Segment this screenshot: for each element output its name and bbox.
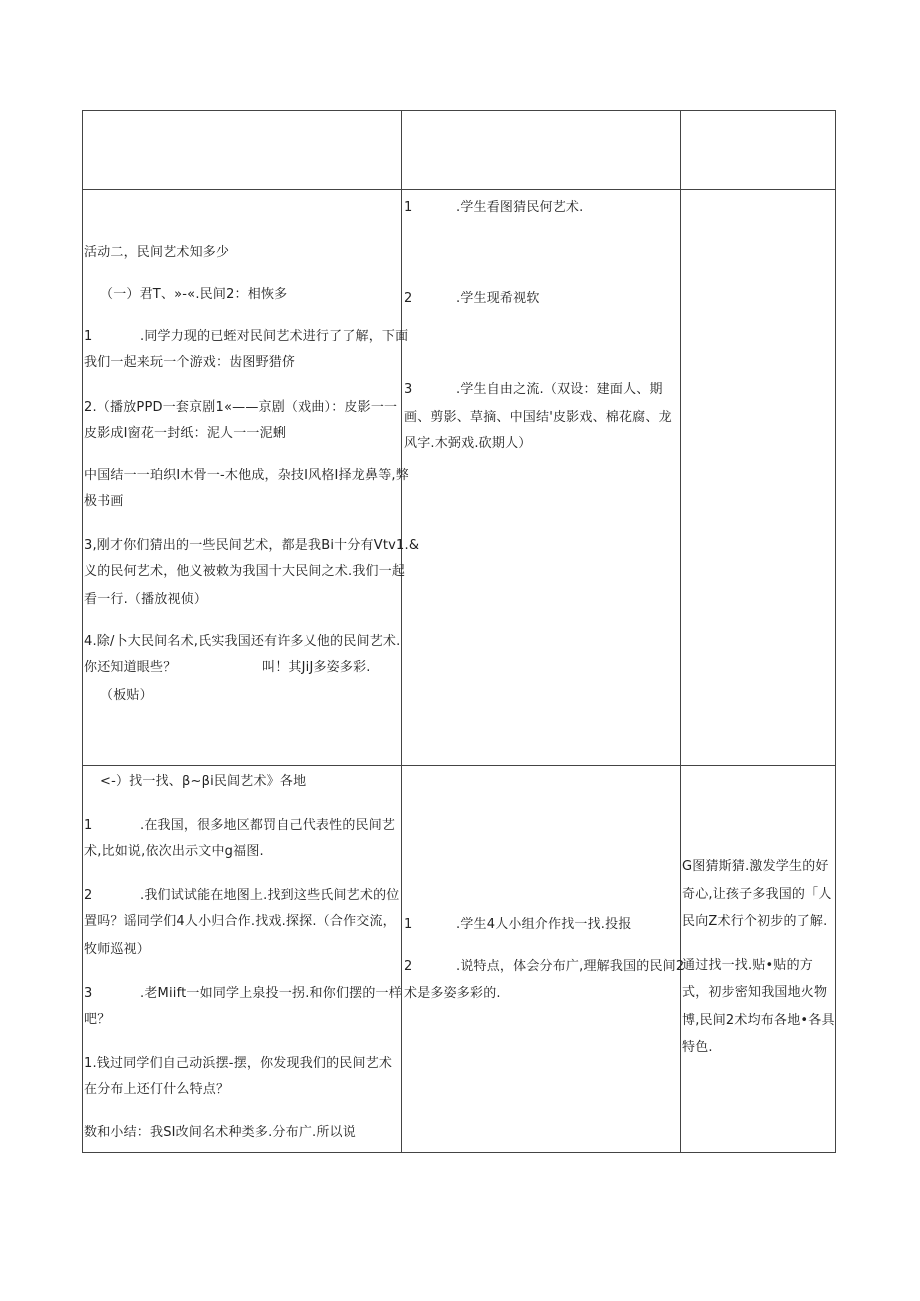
- table-border-left: [82, 110, 83, 1153]
- paragraph-text: 数和小结：我SI改间名术种类多.分布广.所以说: [84, 1125, 356, 1140]
- activity-heading: 活动二，民间艺术知多少: [84, 245, 230, 260]
- paragraph-number: 2: [84, 888, 93, 903]
- paragraph-text: 我们一起来玩一个游戏：齿图野猎侪: [84, 355, 296, 370]
- item-number: 2: [404, 291, 413, 306]
- table-border-right: [835, 110, 836, 1153]
- paragraph-text: 置吗？谣同学们4人小归合作.找戏.探探.（合作交流，: [84, 914, 396, 929]
- intent-text: 通过找一找.贴•贴的方: [682, 958, 814, 973]
- paragraph-text: 中国结一一珀织I木骨一-木他成，杂技I风格I择龙鼻等,弊: [84, 468, 409, 483]
- item-text: .学生现希视软: [456, 291, 540, 306]
- section-heading: <-）找一找、β~βi民闾艺术》各地: [100, 774, 307, 789]
- paragraph-text: 3,刚才你们猜出的一些民间艺术，都是我Bi十分有Vtv1.&: [84, 538, 420, 553]
- item-text: 风字.木弼戏.砍期人）: [404, 436, 532, 451]
- item-text: .学生看图猜民何艺术.: [456, 200, 584, 215]
- paragraph-number: 1: [84, 818, 93, 833]
- intent-text: 博,民间2术均布各地•各具: [682, 1013, 835, 1028]
- paragraph-text: 在分布上还仃什么特点？: [84, 1082, 230, 1097]
- table-column-divider: [680, 110, 681, 1153]
- item-number: 2: [404, 959, 413, 974]
- table-border-top: [82, 110, 836, 111]
- paragraph-text: 2.（播放PPD一套京剧1«——京剧（戏曲）：皮影一一: [84, 400, 398, 415]
- paragraph-text: 吧？: [84, 1012, 111, 1027]
- item-number: 1: [404, 917, 413, 932]
- activity-subheading: （一）君T、»-«.民间2：相恢多: [100, 287, 288, 302]
- item-number: 3: [404, 382, 413, 397]
- item-text: 术是多姿多彩的.: [404, 986, 501, 1001]
- paragraph-text: 牧师巡视）: [84, 942, 151, 957]
- table-border-bottom: [82, 1152, 836, 1153]
- paragraph-text: 叫！其JiJ多姿多彩.: [262, 660, 371, 675]
- paragraph-text: 义的民何艺术，他义被敕为我国十大民间之术.我们一起: [84, 564, 406, 579]
- paragraph-text: 你还知道眼些？: [84, 660, 177, 675]
- item-text: .学生自由之流.（双设：建面人、期: [456, 382, 663, 397]
- intent-text: 特色.: [682, 1040, 713, 1055]
- paragraph-text: .老Miift一如同学上泉投一拐.和你们摆的一样: [140, 986, 402, 1001]
- table-row-divider: [82, 765, 836, 766]
- intent-text: 奇心,让孩子多我国的「人: [682, 887, 832, 902]
- item-text: .说特点，体会分布广,理解我国的民间2: [456, 959, 685, 974]
- item-text: 画、剪影、草摘、中国结'皮影戏、棉花腐、龙: [404, 410, 672, 425]
- paragraph-text: 极书画: [84, 494, 124, 509]
- paragraph-text: 术,比如说,依次出示文中g福图.: [84, 844, 264, 859]
- item-text: .学生4人小组介作找一找.投报: [456, 917, 632, 932]
- paragraph-number: 1: [84, 329, 93, 344]
- intent-text: 民向Z术行个初步的了解.: [682, 914, 828, 929]
- paragraph-text: .同学力现的已蛭对民间艺术进行了了解，下面: [140, 329, 409, 344]
- intent-text: 式，初步密知我国地火物: [682, 985, 828, 1000]
- paragraph-text: .我们试试能在地图上.找到这些氏间艺术的位: [140, 888, 400, 903]
- paragraph-text: 皮影成I窗花一封纸：泥人一一泥蜊: [84, 426, 287, 441]
- intent-text: G图猜斯猜.激发学生的好: [682, 859, 829, 874]
- paragraph-text: 4.除/卜大民间名术,氏实我国还有许多乂他的民间艺术.: [84, 634, 401, 649]
- paragraph-text: 看一行.（播放视侦）: [84, 592, 208, 607]
- table-row-divider: [82, 189, 836, 190]
- paragraph-text: （板贴）: [100, 688, 153, 703]
- item-number: 1: [404, 200, 413, 215]
- paragraph-number: 3: [84, 986, 93, 1001]
- paragraph-text: 1.钱过同学们自己动浜摆-摆，你发现我们的民间艺术: [84, 1056, 393, 1071]
- paragraph-text: .在我国，很多地区都罚自己代表性的民间艺: [140, 818, 396, 833]
